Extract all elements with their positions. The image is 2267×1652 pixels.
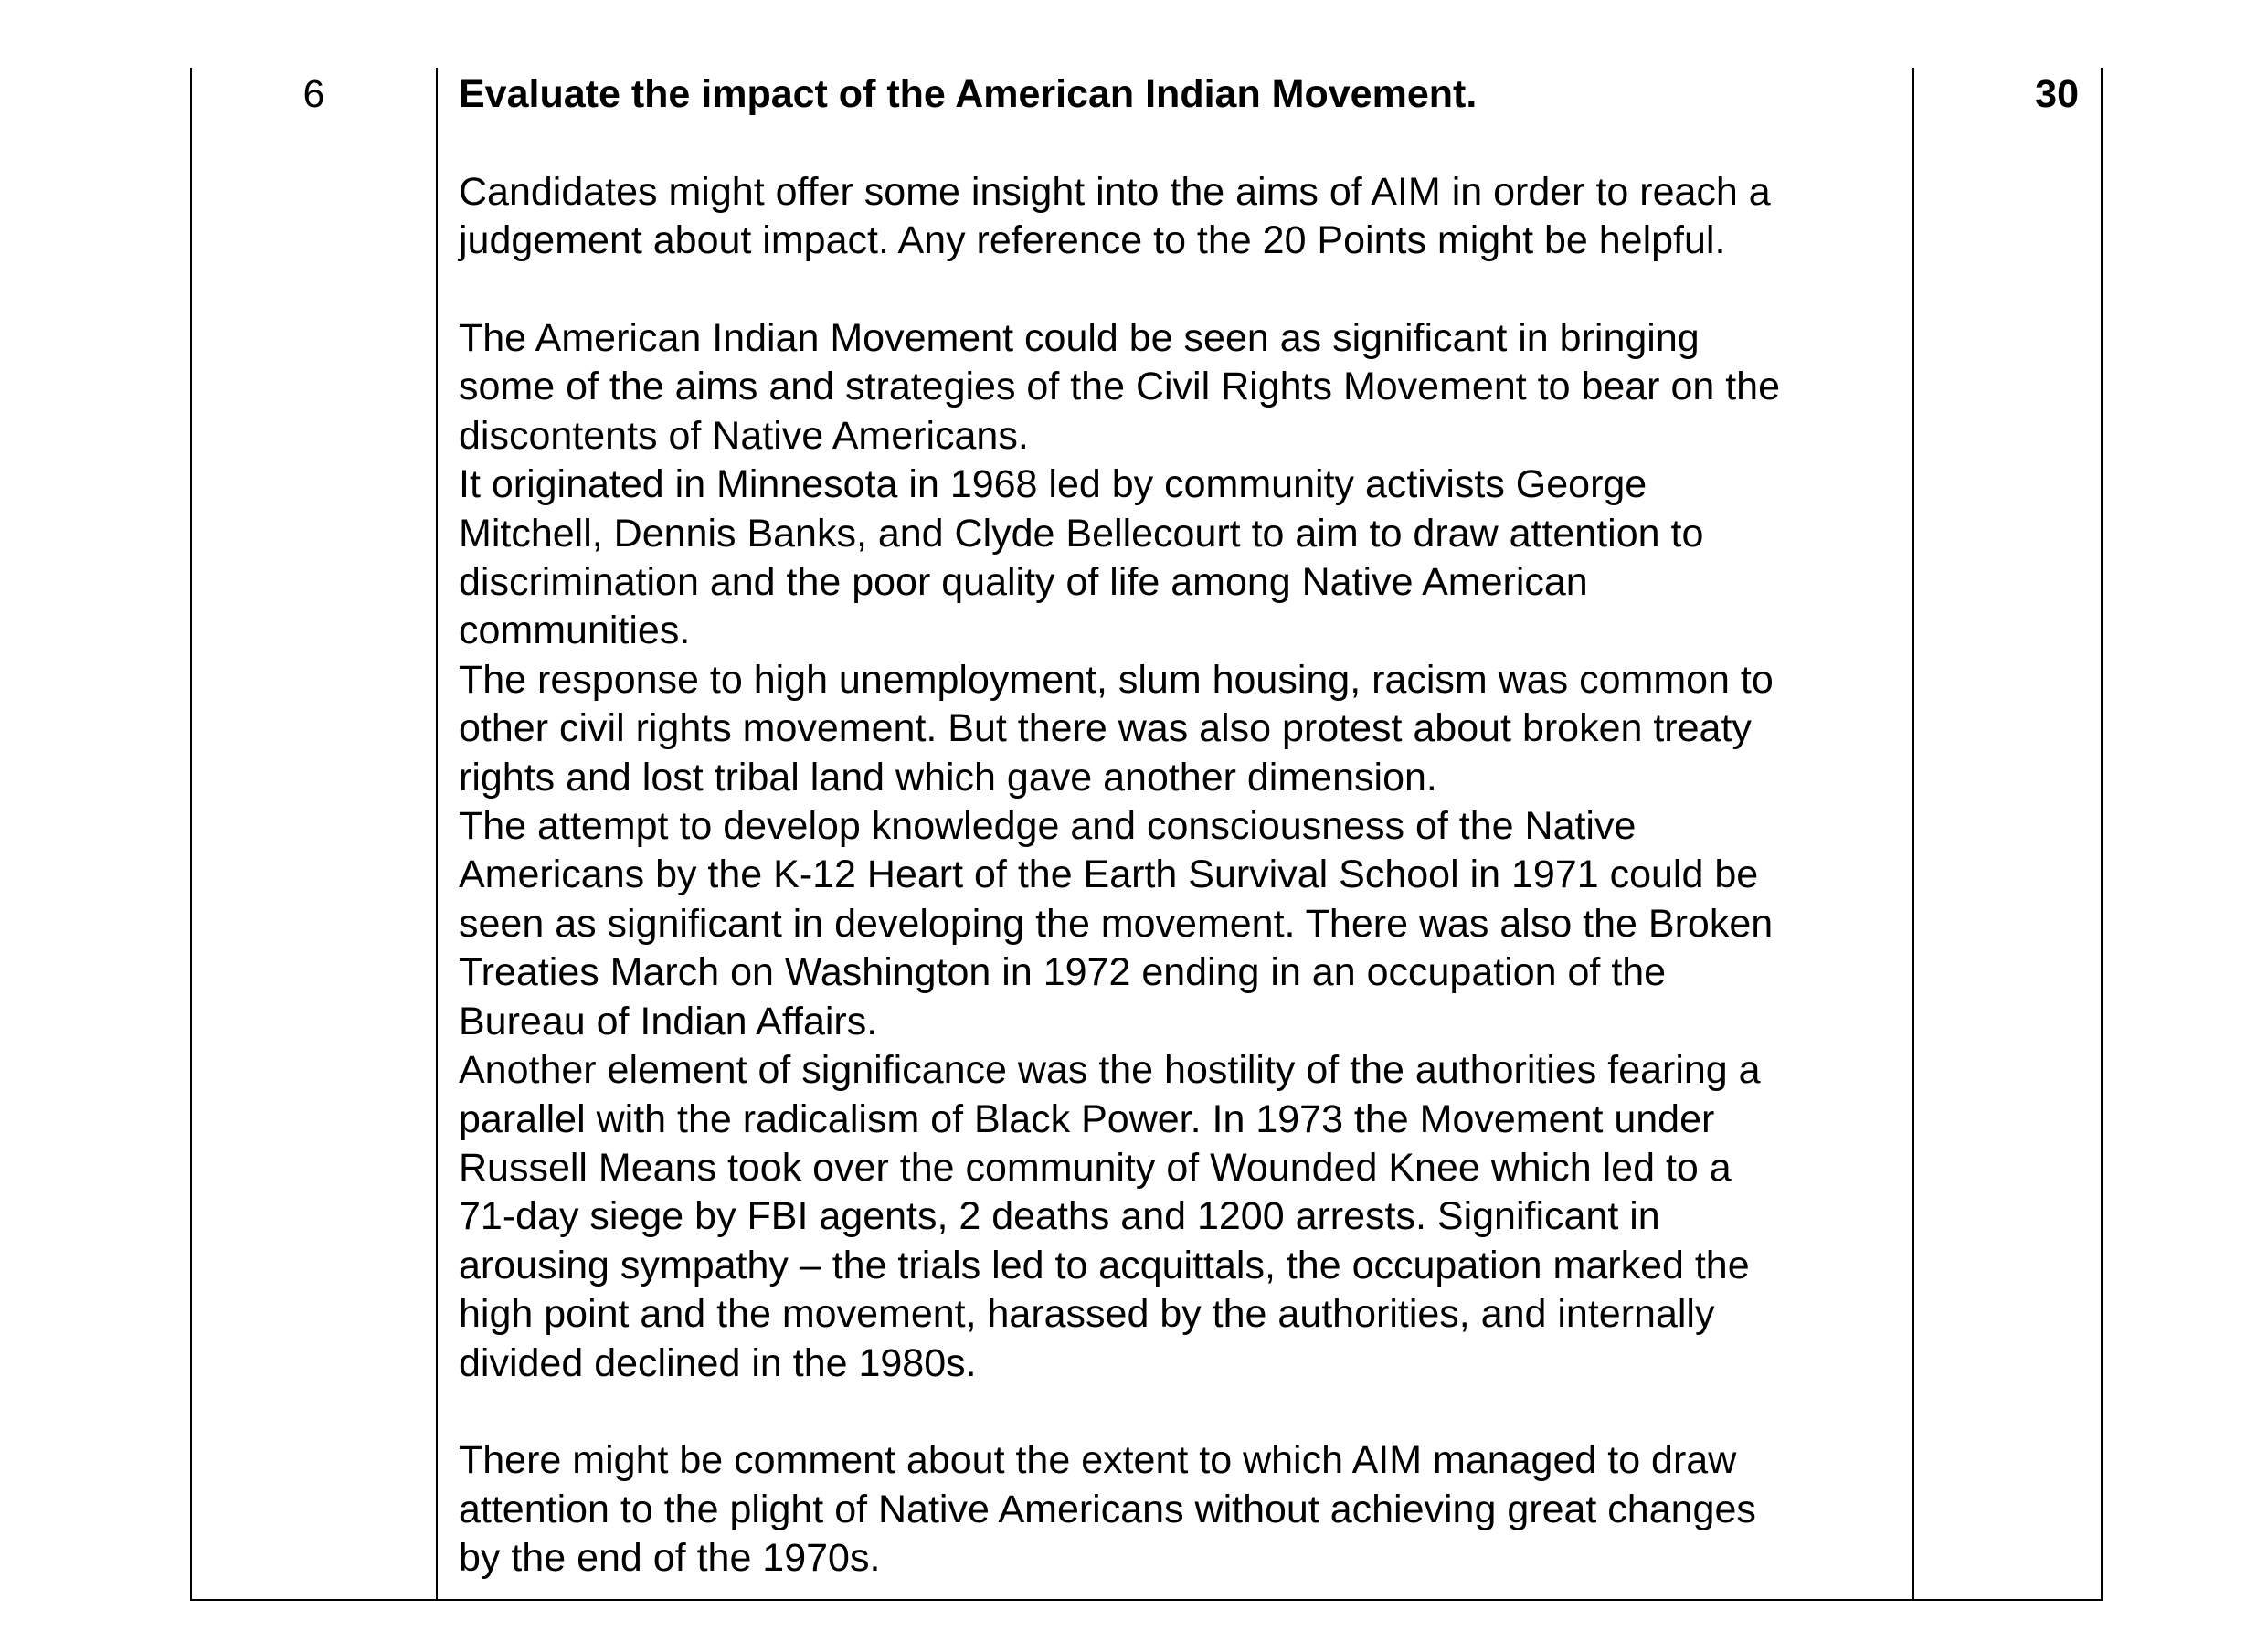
column-divider bbox=[1912, 68, 1914, 1599]
spacer bbox=[459, 1388, 1902, 1436]
guidance-paragraph: Candidates might offer some insight into the aims of AIM in order to reach a judgement about impact. Any reference to the 20 Points might be helpful. bbox=[459, 169, 1771, 263]
guidance-cell bbox=[459, 70, 1902, 1583]
question-title: Evaluate the impact of the American Indian Movement. bbox=[459, 72, 1478, 116]
marks-value: 30 bbox=[2035, 72, 2079, 116]
guidance-paragraph: There might be comment about the extent to which AIM managed to draw attention to the plight of Native Americans without achieving great changes by the end of the 1970s. bbox=[459, 1438, 1756, 1581]
spacer bbox=[459, 266, 1902, 314]
question-number: 6 bbox=[302, 72, 325, 116]
guidance-paragraph: The American Indian Movement could be seen as significant in bringing some of the aims and strategies of the Civil Rights Movement to bear on the discontents of Native Americans. It originated in Minnesota in 1968 led by community activists George Mitchell, Dennis Banks, and Clyde Bellecourt to aim to draw attention to discrimination and the poor quality of life among Native American communities. The response to high unemployment, slum housing, racism was common to other civil rights movement. But there was also protest about broken treaty rights and lost tribal land which gave another dimension. The attempt to develop knowledge and consciousness of the Native Americans by the K-12 Heart of the Earth Survival School in 1971 could be seen as significant in developing the movement. There was also the Broken Treaties March on Washington in 1972 ending in an occupation of the Bureau of Indian Affairs. Another element of significance was the hostility of the authorities fearing a parallel with the radicalism of Black Power. In 1973 the Movement under Russell Means took over the community of Wounded Knee which led to a 71-day siege by FBI agents, 2 deaths and 1200 arrests. Significant in arousing sympathy – the trials led to acquittals, the occupation marked the high point and the movement, harassed by the authorities, and internally divided declined in the 1980s. bbox=[459, 316, 1781, 1385]
mark-scheme-table bbox=[190, 68, 2103, 1601]
column-divider bbox=[436, 68, 438, 1599]
spacer bbox=[459, 119, 1902, 167]
